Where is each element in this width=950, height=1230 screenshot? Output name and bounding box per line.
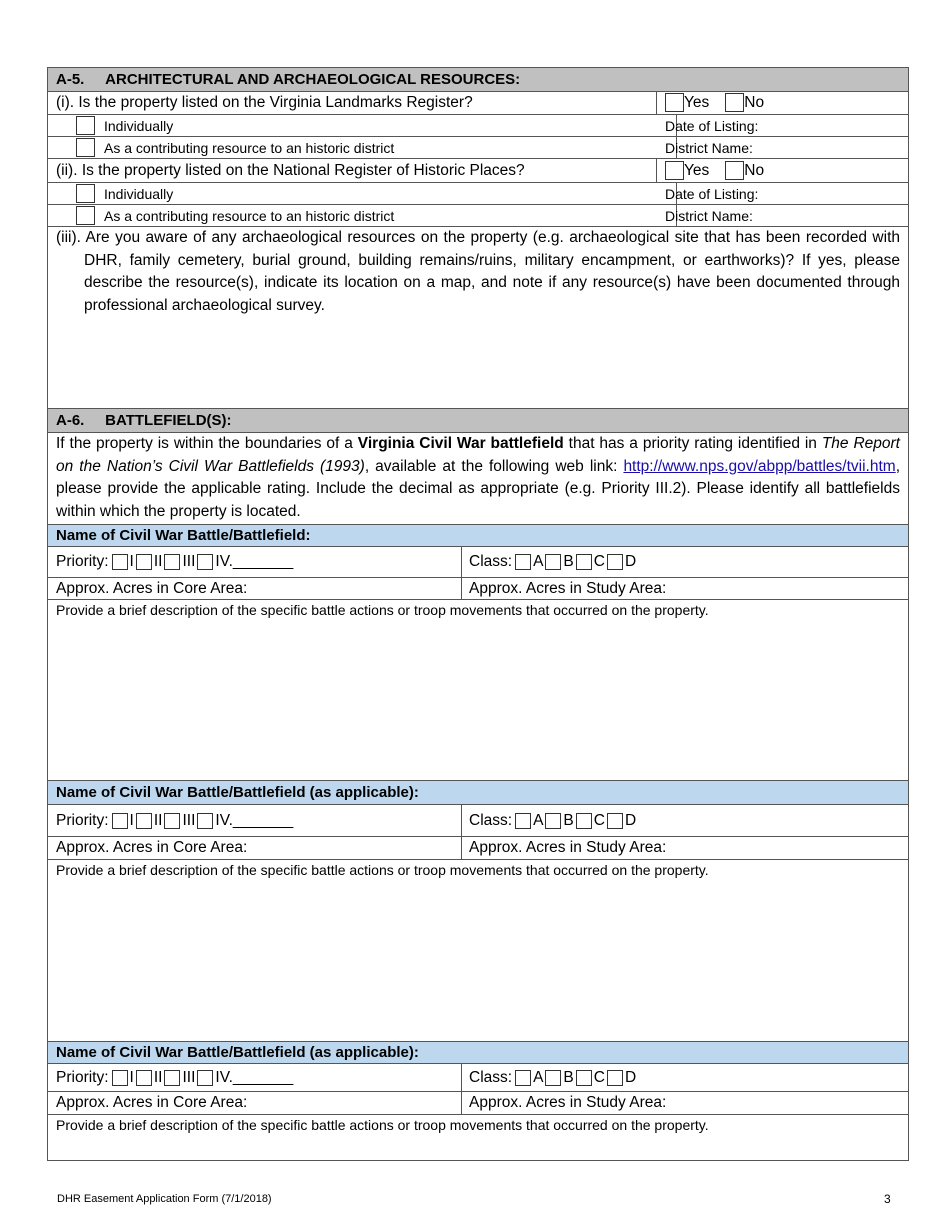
battle-1-acres-row	[47, 578, 909, 600]
battle-1-class: Class: A B C D	[469, 553, 637, 570]
battle-2-class: Class: A B C D	[469, 811, 637, 829]
battle-3-core-area: Approx. Acres in Core Area:	[48, 1092, 462, 1114]
battlefield-intro-row	[47, 433, 909, 525]
battle-2-priority: Priority: I II III IV._______	[48, 805, 462, 836]
battle-1-priority: Priority: I II III IV._______	[48, 547, 462, 577]
battle-3-class-b-checkbox[interactable]	[545, 1070, 561, 1086]
battle-1-core-area: Approx. Acres in Core Area:	[48, 578, 462, 599]
nrhp-individually-label: Individually	[104, 185, 174, 202]
battle-2-priority-i-checkbox[interactable]	[112, 813, 128, 829]
nrhp-yes-checkbox[interactable]	[665, 161, 684, 180]
section-a6-title: A-6. BATTLEFIELD(S):	[56, 412, 232, 429]
vlr-no-label: No	[744, 93, 765, 111]
battle-3-priority: Priority: I II III IV._______	[48, 1064, 462, 1091]
battle-1-class-d-checkbox[interactable]	[607, 554, 623, 570]
nrhp-individually-checkbox[interactable]	[76, 184, 95, 203]
battle-1-priority-i-checkbox[interactable]	[112, 554, 128, 570]
battle-2-class-b-checkbox[interactable]	[545, 813, 561, 829]
battle-3-priority-iii-checkbox[interactable]	[164, 1070, 180, 1086]
battle-3-description-area[interactable]	[47, 1115, 909, 1161]
nrhp-question: (ii). Is the property listed on the National Register of Historic Places?	[48, 159, 657, 182]
battle-3-class-d-checkbox[interactable]	[607, 1070, 623, 1086]
nrhp-yes-no	[665, 159, 764, 182]
nrhp-yes-label: Yes	[684, 161, 710, 179]
battle-2-class-d-checkbox[interactable]	[607, 813, 623, 829]
battle-2-description-prompt: Provide a brief description of the specific battle actions or troop movements that occurred on the property.	[56, 862, 709, 878]
battle-1-rating-row	[47, 547, 909, 578]
battle-2-study-area: Approx. Acres in Study Area:	[469, 839, 667, 856]
battle-3-study-area: Approx. Acres in Study Area:	[469, 1094, 667, 1111]
vlr-yes-label: Yes	[684, 93, 710, 111]
nrhp-individually-row	[47, 183, 909, 205]
nrhp-contributing-label: As a contributing resource to an historic district	[104, 207, 395, 224]
section-a6-header	[47, 409, 909, 433]
battle-2-priority-iv-checkbox[interactable]	[197, 813, 213, 829]
archaeology-question: (iii). Are you aware of any archaeological resources on the property (e.g. archaeological site that has been recorded with DHR, family cemetery, burial ground, building remains/ruins, military encampment, or earthworks)? If yes, please describe the resource(s), indicate its location on a map, and note if any resource(s) have been documented through professional archaeological survey.	[56, 229, 900, 314]
nrhp-district-name: District Name:	[665, 207, 753, 224]
nrhp-date-of-listing: Date of Listing:	[665, 185, 759, 202]
battle-3-rating-row	[47, 1064, 909, 1092]
vlr-individually-checkbox[interactable]	[76, 116, 95, 135]
nrhp-no-checkbox[interactable]	[725, 161, 744, 180]
vlr-contributing-label: As a contributing resource to an historic district	[104, 139, 395, 156]
battle-3-acres-row	[47, 1092, 909, 1115]
battle-2-priority-ii-checkbox[interactable]	[136, 813, 152, 829]
battle-3-description-prompt: Provide a brief description of the specific battle actions or troop movements that occurred on the property.	[56, 1117, 709, 1133]
battle-3-class-c-checkbox[interactable]	[576, 1070, 592, 1086]
battle-2-class-c-checkbox[interactable]	[576, 813, 592, 829]
battle-3-class-a-checkbox[interactable]	[515, 1070, 531, 1086]
nrhp-contributing-row	[47, 205, 909, 227]
battle-1-description-area[interactable]	[47, 600, 909, 781]
battle-2-priority-iii-checkbox[interactable]	[164, 813, 180, 829]
battle-2-description-area[interactable]	[47, 860, 909, 1042]
battle-1-title-row	[47, 525, 909, 547]
battle-1-priority-iii-checkbox[interactable]	[164, 554, 180, 570]
battle-2-title-row	[47, 781, 909, 805]
nrhp-question-row	[47, 159, 909, 183]
battle-1-priority-ii-checkbox[interactable]	[136, 554, 152, 570]
vlr-yes-no	[665, 91, 764, 114]
vlr-individually-label: Individually	[104, 117, 174, 134]
vlr-contributing-checkbox[interactable]	[76, 138, 95, 157]
nrhp-contributing-checkbox[interactable]	[76, 206, 95, 225]
vlr-district-name: District Name:	[665, 139, 753, 156]
battle-1-description-prompt: Provide a brief description of the specific battle actions or troop movements that occurred on the property.	[56, 602, 709, 618]
vlr-individually-row	[47, 115, 909, 137]
battle-3-priority-iv-checkbox[interactable]	[197, 1070, 213, 1086]
section-a5-title: A-5. ARCHITECTURAL AND ARCHAEOLOGICAL RESOURCES:	[56, 71, 521, 88]
vlr-yes-checkbox[interactable]	[665, 93, 684, 112]
battle-1-title: Name of Civil War Battle/Battlefield:	[56, 527, 311, 544]
vlr-no-checkbox[interactable]	[725, 93, 744, 112]
vlr-question-row	[47, 91, 909, 115]
battle-3-priority-i-checkbox[interactable]	[112, 1070, 128, 1086]
battle-2-acres-row	[47, 837, 909, 860]
vlr-contributing-row	[47, 137, 909, 159]
battle-1-class-c-checkbox[interactable]	[576, 554, 592, 570]
battle-2-class-a-checkbox[interactable]	[515, 813, 531, 829]
battle-3-priority-ii-checkbox[interactable]	[136, 1070, 152, 1086]
battle-1-class-b-checkbox[interactable]	[545, 554, 561, 570]
footer-form-name: DHR Easement Application Form (7/1/2018)	[57, 1193, 272, 1205]
battle-1-priority-iv-checkbox[interactable]	[197, 554, 213, 570]
battlefield-intro: If the property is within the boundaries of a Virginia Civil War battlefield that has a priority rating identified in The Report on the Nation’s Civil War Battlefields (1993), available at the following web link: http://www.nps.gov/abpp/battles/tvii.htm, please provide the applicable rating. Include the decimal as appropriate (e.g. Priority III.2). Please identify all battlefields within which the property is located.	[56, 435, 900, 520]
battle-2-rating-row	[47, 805, 909, 837]
battle-1-study-area: Approx. Acres in Study Area:	[469, 579, 667, 597]
vlr-question: (i). Is the property listed on the Virginia Landmarks Register?	[48, 91, 657, 114]
vlr-date-of-listing: Date of Listing:	[665, 117, 759, 134]
battle-3-title-row	[47, 1042, 909, 1064]
archaeology-question-area[interactable]	[47, 227, 909, 409]
section-a5-header	[47, 67, 909, 92]
battle-2-core-area: Approx. Acres in Core Area:	[48, 837, 462, 859]
battle-3-title: Name of Civil War Battle/Battlefield (as applicable):	[56, 1044, 419, 1061]
nrhp-no-label: No	[744, 161, 765, 179]
nps-battlefield-link[interactable]: http://www.nps.gov/abpp/battles/tvii.htm	[623, 457, 896, 475]
battle-2-title: Name of Civil War Battle/Battlefield (as applicable):	[56, 784, 419, 801]
footer-page-number: 3	[884, 1192, 891, 1206]
battle-3-class: Class: A B C D	[469, 1068, 637, 1086]
battle-1-class-a-checkbox[interactable]	[515, 554, 531, 570]
